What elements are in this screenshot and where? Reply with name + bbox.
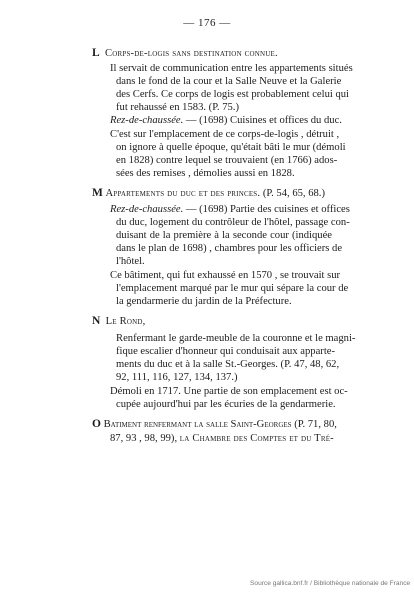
text-line: fut rehaussé en 1583. (P. 75.) [116,102,239,113]
section-refs: (P. 71, 80, [291,419,337,430]
text-line: on ignore à quelle époque, qu'était bâti le mur (démoli [116,142,346,153]
rez-text: — (1698) Cuisines et offices du duc. [183,115,342,126]
section-title: Batiment renfermant la salle Saint-Georges [103,419,292,430]
text-line: C'est sur l'emplacement de ce corps-de-logis , détruit , [110,129,340,140]
text-line: du duc, logement du contrôleur de l'hôtel, passage con- [116,217,350,228]
text-line: Il servait de communication entre les appartements situés [110,63,353,74]
section-n-heading [92,315,146,328]
text-line: des Cerfs. Ce corps de logis est probablement celui qui [116,89,350,100]
text-line: duisant de la première à la seconde cour (indiquée [116,230,332,241]
text-line: Renfermant le garde-meuble de la couronne et le magni- [116,333,356,344]
text-line: l'emplacement marqué par le mur qui sépare la cour de [116,283,349,294]
section-title: Le Rond, [105,316,146,327]
section-letter: N [92,315,101,327]
text-line: sées des remises , démolies aussi en 1828. [116,168,295,179]
section-letter: M [92,187,103,199]
section-refs: (P. 54, 65, 68.) [260,188,325,199]
rez-de-chaussee-line [110,114,342,127]
section-m-heading [92,187,325,200]
text-line: Ce bâtiment, qui fut exhaussé en 1570 , se trouvait sur [110,270,341,281]
section-refs: 87, 93 , 98, 99), [110,433,180,444]
section-title-continued: la Chambre des Comptes et du Tré- [179,433,334,444]
section-letter: L [92,47,100,59]
text-line: en 1828) contre lequel se trouvaient (en 1766) ados- [116,155,338,166]
rez-text: — (1698) Partie des cuisines et offices [183,204,350,215]
rez-label: Rez-de-chaussée. [110,115,184,126]
section-o-heading [92,418,337,431]
rez-label: Rez-de-chaussée. [110,204,184,215]
section-title: Corps-de-logis sans destination connue. [104,48,278,59]
source-credit: Source gallica.bnf.fr / Bibliothèque nationale de France [250,580,411,587]
text-line: cupée aujourd'hui par les écuries de la gendarmerie. [116,399,336,410]
rez-de-chaussee-line [110,203,350,216]
text-line: Démoli en 1717. Une partie de son emplacement est oc- [110,386,348,397]
page-number: — 176 — [183,17,231,29]
text-line: dans le fond de la cour et la Salle Neuve et la Galerie [116,76,342,87]
text-line: l'hôtel. [116,256,145,267]
section-letter: O [92,418,101,430]
section-l-heading [92,47,278,60]
text-line: fique escalier d'honneur qui conduisait aux apparte- [116,346,335,357]
section-o-line-2 [110,432,334,445]
text-line: 92, 111, 116, 127, 134, 137.) [116,372,238,383]
text-line: dans le plan de 1698) , chambres pour les officiers de [116,243,343,254]
section-title: Appartements du duc et des princes. [105,188,261,199]
text-line: la gendarmerie du jardin de la Préfecture. [116,296,292,307]
text-line: ments du duc et à la salle St.-Georges. (P. 47, 48, 62, [116,359,340,370]
